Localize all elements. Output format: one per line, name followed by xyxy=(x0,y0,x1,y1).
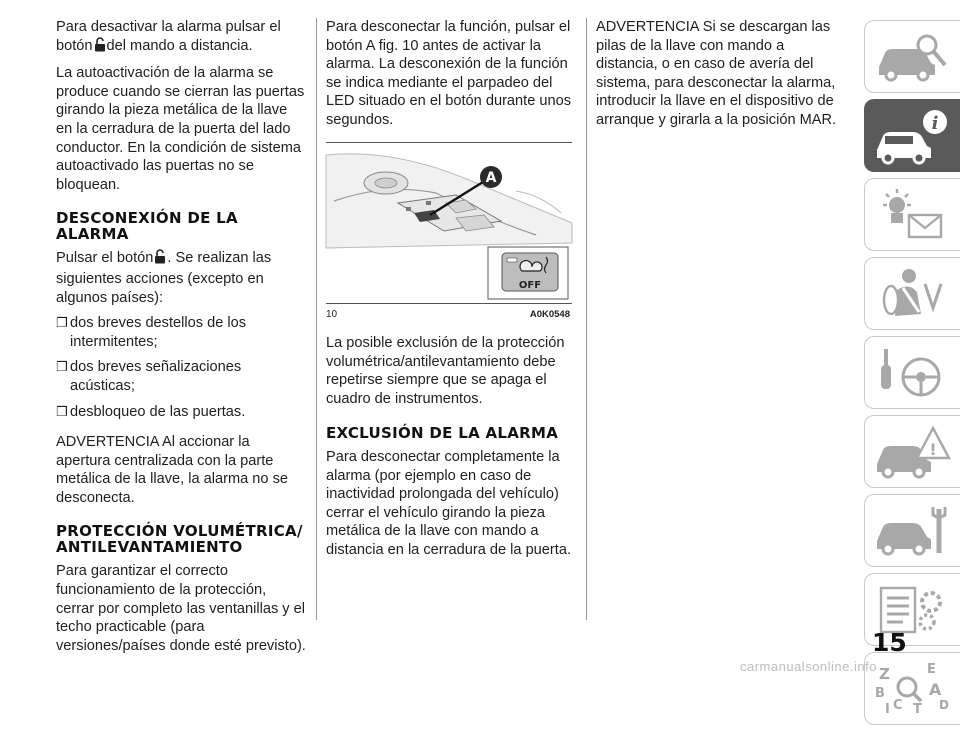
svg-text:D: D xyxy=(939,698,949,712)
alphabetical-index-icon xyxy=(873,659,953,719)
svg-text:!: ! xyxy=(929,440,937,459)
key-steering-icon xyxy=(873,343,953,403)
callout-label-a: A xyxy=(485,169,497,186)
tab-alphabetical-index[interactable] xyxy=(864,652,960,725)
tab-car-maintenance[interactable] xyxy=(864,494,960,567)
list-item: ❒ dos breves destellos de los intermitentes; xyxy=(56,315,247,350)
padlock-open-icon xyxy=(154,249,166,270)
padlock-open-icon xyxy=(94,37,106,58)
heading-alarm-exclusion: EXCLUSIÓN DE LA ALARMA xyxy=(326,423,559,442)
svg-text:i: i xyxy=(931,113,939,134)
svg-text:C: C xyxy=(893,698,903,713)
list-item: ❒ dos breves señalizaciones acústicas; xyxy=(56,359,242,394)
tab-key-steering[interactable] xyxy=(864,336,960,409)
figure-10 xyxy=(326,142,572,325)
figure-number: 10 xyxy=(326,308,338,320)
paragraph-autoactivation: La autoactivación de la alarma se produce cuando se cierran las puertas girando la pieza metálica de la llave en la cerradura de la puerta del lado conductor. En la condición de sistema autoactivado las puertas no se bloquean. xyxy=(56,65,305,193)
column-divider xyxy=(586,18,587,620)
text-column-1 xyxy=(56,18,306,662)
tab-car-info[interactable] xyxy=(864,99,960,172)
overhead-console-illustration xyxy=(326,143,572,303)
paragraph-disconnect-function: Para desconectar la función, pulsar el botón A fig. 10 antes de activar la alarma. La desconexión de la función se indica mediante el parpadeo del LED situado en el botón durante unos segundos. xyxy=(326,19,572,128)
heading-disconnect-alarm: DESCONEXIÓN DE LA ALARMA xyxy=(56,209,238,243)
svg-text:T: T xyxy=(913,702,922,717)
figure-caption xyxy=(326,303,572,325)
tab-airbag-safety[interactable] xyxy=(864,257,960,330)
paragraph-full-disconnect: Para desconectar completamente la alarma (por ejemplo en caso de inactividad prolongada del vehículo) cerrar el vehículo girando la pieza metálica de la llave con mando a distancia en la cerradura de la puerta. xyxy=(326,449,572,558)
svg-text:Z: Z xyxy=(879,665,890,683)
car-maintenance-icon xyxy=(873,501,953,561)
car-info-icon xyxy=(873,106,953,166)
warning-paragraph: ADVERTENCIA Si se descargan las pilas de la llave con mando a distancia, o en caso de avería del sistema, para desconectar la alarma, introducir la llave en el dispositivo de arranque y girarla a la posición MAR. xyxy=(596,19,837,128)
svg-text:B: B xyxy=(875,686,885,701)
figure-code: A0K0548 xyxy=(529,308,570,320)
car-search-icon xyxy=(873,27,953,87)
car-emergency-icon xyxy=(873,422,953,482)
svg-text:A: A xyxy=(929,680,942,699)
paragraph-press-button: Pulsar el botón . Se realizan las siguientes acciones (excepto en algunos países): xyxy=(56,250,272,306)
page-number: 15 xyxy=(872,628,907,657)
paragraph-volumetric: Para garantizar el correcto funcionamiento de la protección, cerrar por completo las ventanillas y el techo practicable (para versiones/países donde esté previsto). xyxy=(56,563,306,654)
text-column-2 xyxy=(326,18,576,567)
tab-car-emergency[interactable] xyxy=(864,415,960,488)
watermark: carmanualsonline.info xyxy=(740,659,877,674)
airbag-safety-icon xyxy=(873,264,953,324)
checkbox-bullet-icon: ❒ xyxy=(56,315,68,331)
list-item: ❒ desbloqueo de las puertas. xyxy=(56,403,246,420)
column-divider xyxy=(316,18,317,620)
svg-text:I: I xyxy=(885,702,890,717)
checkbox-bullet-icon: ❒ xyxy=(56,403,68,419)
chapter-tabs xyxy=(858,20,960,731)
off-label: OFF xyxy=(518,279,542,291)
text-column-3 xyxy=(596,18,846,137)
tab-car-search[interactable] xyxy=(864,20,960,93)
svg-text:E: E xyxy=(927,662,936,677)
heading-volumetric-protection: PROTECCIÓN VOLUMÉTRICA/ ANTILEVANTAMIENTO xyxy=(56,522,303,556)
tab-dashboard-lights[interactable] xyxy=(864,178,960,251)
paragraph-deactivate: Para desactivar la alarma pulsar el botón del mando a distancia. xyxy=(56,18,306,57)
dashboard-lights-icon xyxy=(873,185,953,245)
paragraph-exclusion-repeat: La posible exclusión de la protección volumétrica/antilevantamiento debe repetirse siempre que se apaga el cuadro de instrumentos. xyxy=(326,335,565,407)
checkbox-bullet-icon: ❒ xyxy=(56,359,68,375)
warning-paragraph: ADVERTENCIA Al accionar la apertura centralizada con la parte metálica de la llave, la alarma no se desconecta. xyxy=(56,434,288,506)
